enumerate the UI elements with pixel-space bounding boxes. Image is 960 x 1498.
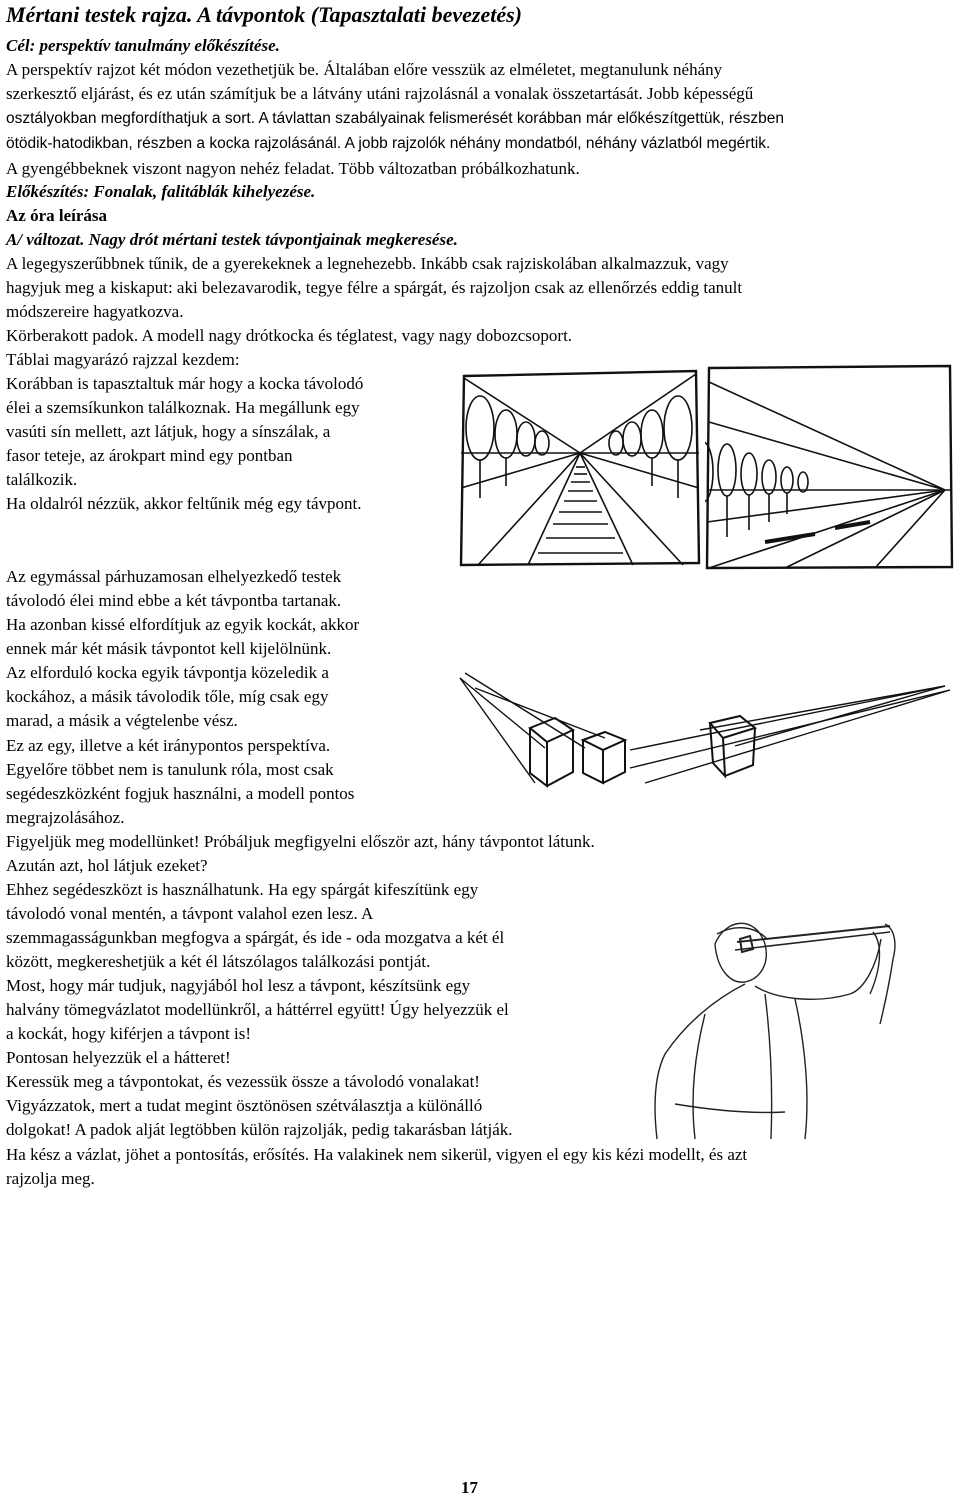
text-line: Ez az egy, illetve a két iránypontos perspektíva.: [6, 736, 331, 755]
text-line: távolodó élei mind ebbe a két távpontba tartanak.: [6, 591, 342, 610]
text-line: rajzolja meg.: [6, 1169, 95, 1188]
text-line: osztályokban megfordíthatjuk a sort. A távlattan szabályainak felismerését korábban már előkészítgettük, részben: [6, 110, 784, 127]
text-line: Ehhez segédeszközt is használhatunk. Ha egy spárgát kifeszítünk egy: [6, 880, 479, 899]
text-line: Az egymással párhuzamosan elhelyezkedő testek: [6, 567, 342, 586]
text-line: módszereire hagyatkozva.: [6, 302, 184, 321]
text-line: Most, hogy már tudjuk, nagyjából hol lesz a távpont, készítsünk egy: [6, 976, 471, 995]
text-line: halvány tömegvázlatot modellünkről, a háttérrel együtt! Úgy helyezzük el: [6, 1000, 509, 1019]
cubes-vanishing-points-sketch: [455, 668, 955, 818]
text-line: A perspektív rajzot két módon vezethetjük be. Általában előre vesszük az elméletet, megtanulunk néhány: [6, 60, 723, 79]
person-with-string-sketch: [645, 904, 905, 1144]
text-line: szemmagasságunkban megfogva a spárgát, és ide - oda mozgatva a két él: [6, 928, 505, 947]
text-line: megrajzolásához.: [6, 808, 125, 827]
text-line: Ha azonban kissé elfordítjuk az egyik kockát, akkor: [6, 615, 360, 634]
text-line: Azután azt, hol látjuk ezeket?: [6, 856, 208, 875]
lesson-heading: Az óra leírása: [6, 206, 108, 225]
text-line: A legegyszerűbbnek tűnik, de a gyerekeknek a legnehezebb. Inkább csak rajziskolában alkalmazzuk, vagy: [6, 254, 729, 273]
text-line: Figyeljük meg modellünket! Próbáljuk megfigyelni először azt, hány távpontot látunk.: [6, 832, 595, 851]
text-line: Az elforduló kocka egyik távpontja közeledik a: [6, 663, 329, 682]
text-line: marad, a másik a végtelenbe vész.: [6, 711, 238, 730]
text-line: ötödik-hatodikban, részben a kocka rajzolásánál. A jobb rajzolók néhány mondatból, néhány vázlatból megértik.: [6, 135, 771, 152]
text-line: fasor teteje, az árokpart mind egy pontban: [6, 446, 293, 465]
railway-perspective-sketch: [458, 368, 703, 568]
text-line: kockához, a másik távolodik tőle, míg csak egy: [6, 687, 329, 706]
page-title: Mértani testek rajza. A távpontok (Tapasztalati bevezetés): [6, 2, 522, 27]
text-line: élei a szemsíkunkon találkoznak. Ha megállunk egy: [6, 398, 360, 417]
text-line: Vigyázzatok, mert a tudat megint ösztönösen szétválasztja a különálló: [6, 1096, 483, 1115]
page-number: 17: [461, 1478, 478, 1497]
text-line: A gyengébbeknek viszont nagyon nehéz feladat. Több változatban próbálkozhatunk.: [6, 159, 580, 178]
text-line: Pontosan helyezzük el a hátteret!: [6, 1048, 231, 1067]
goal-line: Cél: perspektív tanulmány előkészítése.: [6, 36, 280, 55]
text-line: dolgokat! A padok alját legtöbben külön rajzolják, pedig takarásban látják.: [6, 1120, 513, 1139]
text-line: a kockát, hogy kiférjen a távpont is!: [6, 1024, 252, 1043]
text-line: szerkesztő eljárást, és ez után számítjuk be a látvány utáni rajzolásnál a vonalak összetartását. Jobb képességű: [6, 84, 754, 103]
text-line: távolodó vonal mentén, a távpont valahol ezen lesz. A: [6, 904, 374, 923]
text-line: ennek már két másik távpontot kell kijelölnünk.: [6, 639, 332, 658]
text-line: segédeszközként fogjuk használni, a modell pontos: [6, 784, 355, 803]
text-line: hagyjuk meg a kiskaput: aki belezavarodik, tegye félre a spárgát, és rajzoljon csak az ellenőrzés eddig tanult: [6, 278, 743, 297]
preparation-heading: Előkészítés: Fonalak, falitáblák kihelyezése.: [6, 182, 316, 201]
text-line: Ha kész a vázlat, jöhet a pontosítás, erősítés. Ha valakinek nem sikerül, vigyen el egy kis kézi modellt, és azt: [6, 1145, 748, 1164]
text-line: Körberakott padok. A modell nagy drótkocka és téglatest, vagy nagy dobozcsoport.: [6, 326, 573, 345]
text-line: találkozik.: [6, 470, 78, 489]
side-perspective-sketch: [705, 362, 955, 572]
text-line: Korábban is tapasztaltuk már hogy a kocka távolodó: [6, 374, 364, 393]
variant-a-heading: A/ változat. Nagy drót mértani testek távpontjainak megkeresése.: [6, 230, 458, 249]
text-line: Egyelőre többet nem is tanulunk róla, most csak: [6, 760, 334, 779]
text-line: vasúti sín mellett, azt látjuk, hogy a sínszálak, a: [6, 422, 331, 441]
text-line: Táblai magyarázó rajzzal kezdem:: [6, 350, 240, 369]
text-line: Keressük meg a távpontokat, és vezessük össze a távolodó vonalakat!: [6, 1072, 480, 1091]
text-line: Ha oldalról nézzük, akkor feltűnik még egy távpont.: [6, 494, 362, 513]
text-line: között, megkereshetjük a két él látszólagos találkozási pontját.: [6, 952, 431, 971]
